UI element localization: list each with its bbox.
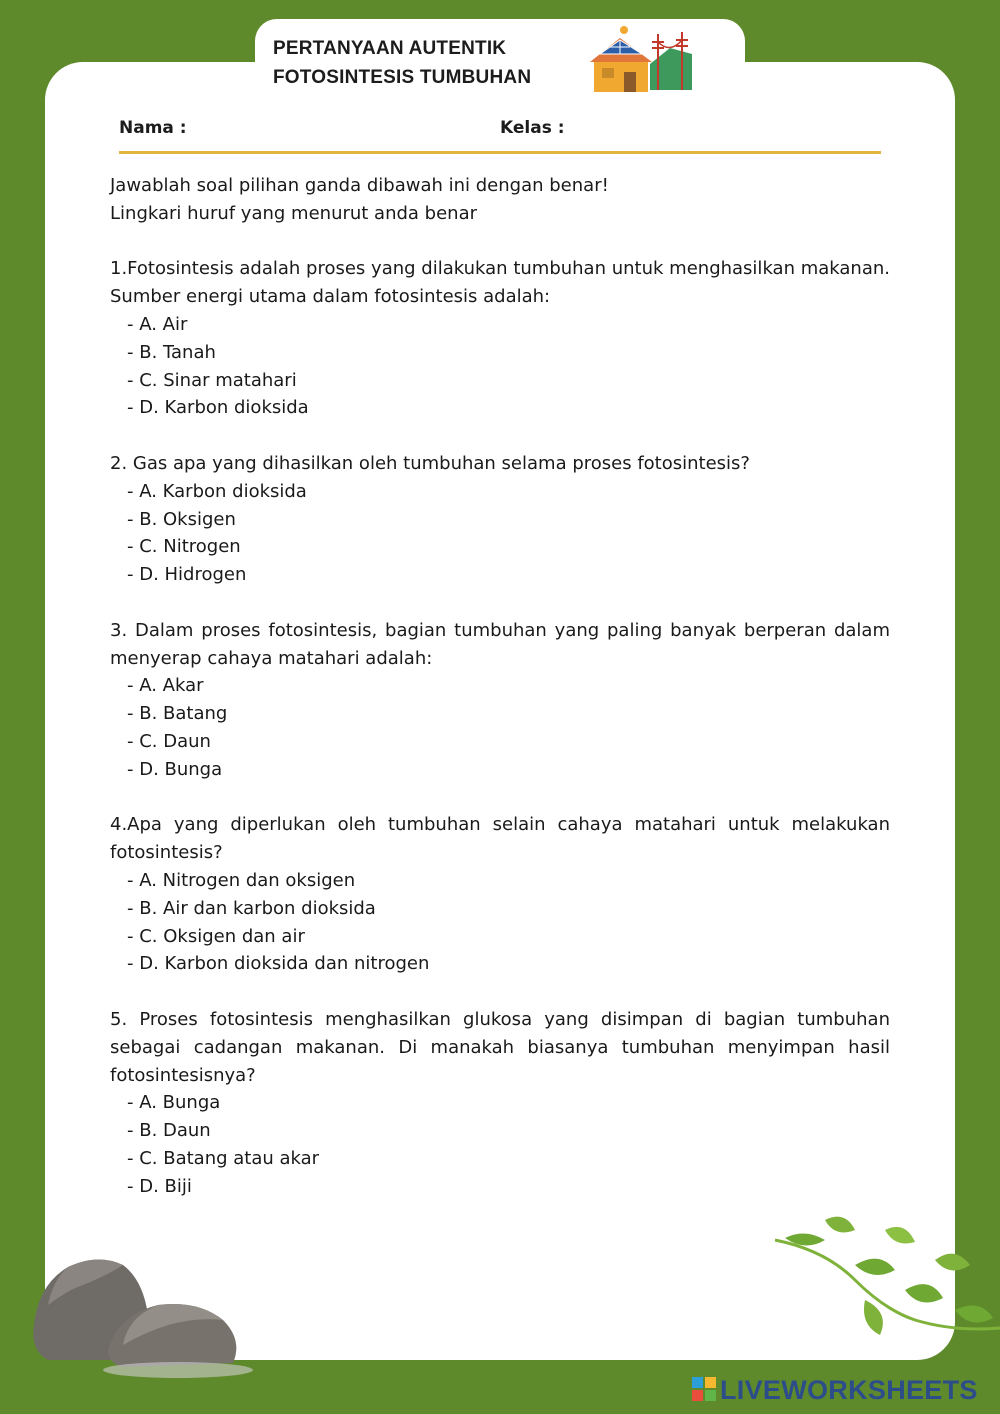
- option-a[interactable]: - A. Karbon dioksida: [127, 480, 307, 502]
- question-2: [110, 450, 890, 589]
- leaf-vine-illustration: [765, 1210, 1000, 1360]
- option-b[interactable]: - B. Daun: [127, 1120, 211, 1142]
- question-text: 5. Proses fotosintesis menghasilkan glukosa yang disimpan di bagian tumbuhan sebagai cadangan makanan. Di manakah biasanya tumbuhan menyimpan hasil fotosintesisnya?: [110, 1008, 890, 1086]
- worksheet-title: [273, 34, 531, 92]
- option-d[interactable]: - D. Karbon dioksida dan nitrogen: [127, 953, 430, 975]
- option-d[interactable]: - D. Biji: [127, 1175, 192, 1197]
- question-4: [110, 811, 890, 978]
- solar-house-icon: [590, 24, 696, 94]
- worksheet-content: [110, 172, 890, 1228]
- option-b[interactable]: - B. Oksigen: [127, 508, 236, 530]
- instruction-line-1: Jawablah soal pilihan ganda dibawah ini dengan benar!: [110, 175, 609, 196]
- rocks-illustration: [28, 1245, 258, 1385]
- title-line-1: PERTANYAAN AUTENTIK: [273, 38, 507, 59]
- question-1: [110, 255, 890, 422]
- option-c[interactable]: - C. Daun: [127, 730, 211, 752]
- option-b[interactable]: - B. Batang: [127, 703, 228, 725]
- question-text: 3. Dalam proses fotosintesis, bagian tumbuhan yang paling banyak berperan dalam menyerap cahaya matahari adalah:: [110, 619, 890, 669]
- question-text: 2. Gas apa yang dihasilkan oleh tumbuhan selama proses fotosintesis?: [110, 452, 750, 474]
- question-text: 1.Fotosintesis adalah proses yang dilakukan tumbuhan untuk menghasilkan makanan. Sumber energi utama dalam fotosintesis adalah:: [110, 258, 890, 308]
- option-d[interactable]: - D. Hidrogen: [127, 564, 247, 586]
- liveworksheets-logo-icon: [692, 1377, 716, 1401]
- name-label: Nama :: [119, 118, 187, 138]
- option-a[interactable]: - A. Nitrogen dan oksigen: [127, 869, 356, 891]
- option-b[interactable]: - B. Air dan karbon dioksida: [127, 897, 376, 919]
- instruction-line-2: Lingkari huruf yang menurut anda benar: [110, 202, 478, 224]
- option-c[interactable]: - C. Batang atau akar: [127, 1147, 320, 1169]
- title-line-2: FOTOSINTESIS TUMBUHAN: [273, 67, 532, 88]
- option-a[interactable]: - A. Akar: [127, 675, 204, 697]
- option-c[interactable]: - C. Sinar matahari: [127, 369, 297, 391]
- option-a[interactable]: - A. Bunga: [127, 1092, 221, 1114]
- question-text: 4.Apa yang diperlukan oleh tumbuhan selain cahaya matahari untuk melakukan fotosintesis?: [110, 814, 890, 864]
- option-d[interactable]: - D. Bunga: [127, 758, 223, 780]
- question-3: [110, 617, 890, 784]
- option-c[interactable]: - C. Nitrogen: [127, 536, 241, 558]
- option-c[interactable]: - C. Oksigen dan air: [127, 925, 305, 947]
- class-label: Kelas :: [500, 118, 565, 138]
- option-b[interactable]: - B. Tanah: [127, 341, 216, 363]
- question-5: [110, 1006, 890, 1201]
- brand-wordmark[interactable]: LIVEWORKSHEETS: [720, 1375, 978, 1405]
- option-a[interactable]: - A. Air: [127, 313, 188, 335]
- option-d[interactable]: - D. Karbon dioksida: [127, 397, 309, 419]
- header-divider: [119, 151, 881, 154]
